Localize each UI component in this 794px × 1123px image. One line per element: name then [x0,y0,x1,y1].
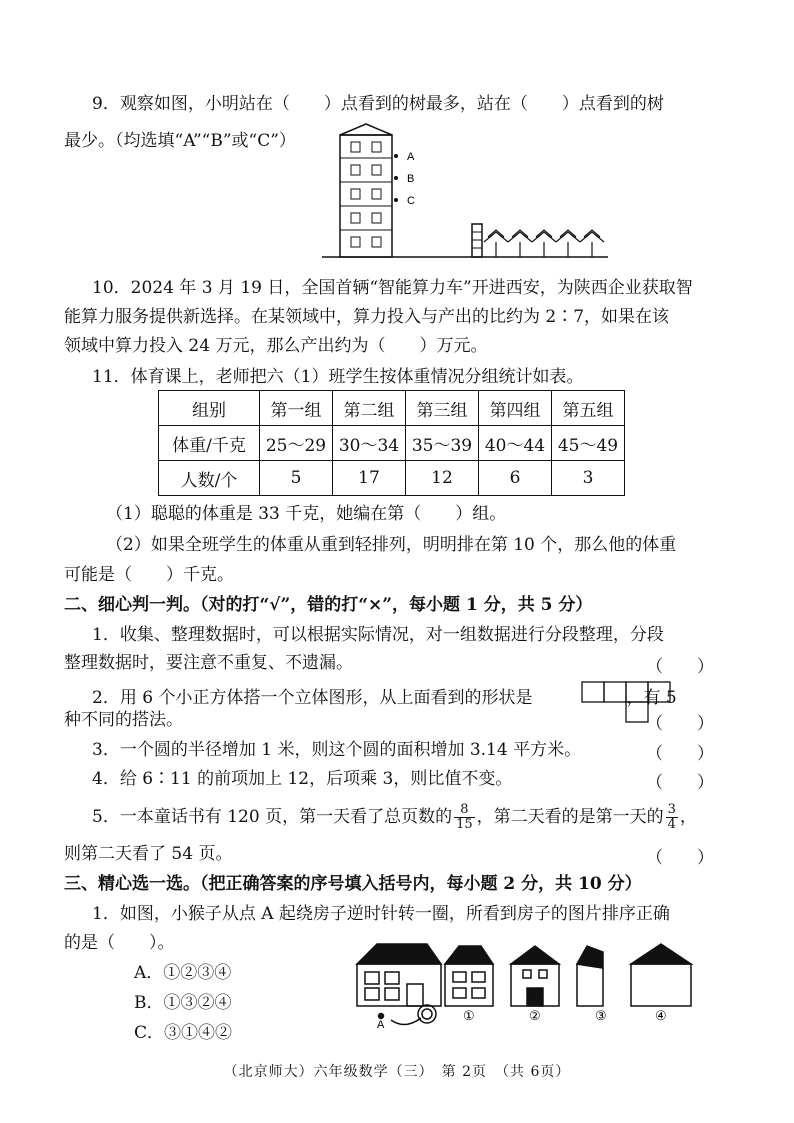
label-point-a: A [377,1019,385,1031]
q9-line1: 9．观察如图，小明站在（ ）点看到的树最多，站在（ ）点看到的树 [92,94,664,114]
table-cell: 17 [333,461,406,496]
house-views-figure [355,940,695,1032]
s3-q1-line2: 的是（ ）。 [64,933,175,953]
s3-q1-line1: 1．如图，小猴子从点 A 起绕房子逆时针转一圈，所看到房子的图片排序正确 [92,904,670,924]
s2-q2-text-after: ，有 5 [626,688,677,708]
point-a-dot [394,154,398,158]
q11-sub2-line2: 可能是（ ）千克。 [64,565,234,585]
table-cell: 第一组 [260,391,333,426]
page-footer: （北京师大）六年级数学（三） 第 2页 （共 6页） [223,1064,571,1080]
label-view-4: ④ [655,1009,667,1024]
label-view-3: ③ [595,1009,607,1024]
table-cell: 45～49 [552,426,625,461]
point-b-dot [394,176,398,180]
q9-figure [320,120,610,260]
s2-q5-part2: ，第二天看的是第一天的 [476,807,664,827]
s2-q5-part1: 5．一本童话书有 120 页，第一天看了总页数的 [92,807,453,827]
fraction-numerator: 8 [454,803,475,818]
label-b: B [407,173,415,185]
s2-q1-line2: 整理数据时，要注意不重复、不遗漏。 [64,653,353,673]
table-row [159,391,625,426]
s2-q3: 3．一个圆的半径增加 1 米，则这个圆的面积增加 3.14 平方米。 [92,740,582,760]
s2-q2-line2: 种不同的搭法。 [64,710,183,730]
s2-q3-answer[interactable]: （ ） [646,744,714,764]
s2-q5-line2: 则第二天看了 54 页。 [64,844,233,864]
table-cell: 第五组 [552,391,625,426]
table-cell: 体重/千克 [159,426,260,461]
point-c-dot [394,198,398,202]
s2-q4: 4．给 6∶11 的前项加上 12，后项乘 3，则比值不变。 [92,769,513,789]
q9-line2: 最少。（均选填“A”“B”或“C”） [64,131,296,151]
s2-q5-part3: ， [679,807,697,827]
label-c: C [407,195,415,207]
table-cell: 第三组 [406,391,479,426]
table-cell: 第四组 [479,391,552,426]
table-cell: 25～29 [260,426,333,461]
section2-heading: 二、细心判一判。（对的打“√”，错的打“×”，每小题 1 分，共 5 分） [64,595,593,615]
label-view-1: ① [463,1009,475,1024]
weight-group-table [158,390,625,496]
s2-q5-line1 [92,802,697,832]
fraction-denominator: 4 [667,817,676,832]
s2-q1-line1: 1．收集、整理数据时，可以根据实际情况，对一组数据进行分段整理，分段 [92,625,664,645]
option-c[interactable]: C．③①④② [134,1023,233,1043]
q10-line1: 10．2024 年 3 月 19 日，全国首辆“智能算力车”开进西安，为陕西企业获取智 [92,278,693,298]
q11-sub2-line1: （2）如果全班学生的体重从重到轻排列，明明排在第 10 个，那么他的体重 [106,535,677,555]
fraction-numerator: 3 [667,802,676,817]
table-cell: 3 [552,461,625,496]
table-cell: 第二组 [333,391,406,426]
fraction-8-15 [454,803,475,832]
table-cell: 5 [260,461,333,496]
s2-q1-answer[interactable]: （ ） [646,657,714,677]
q11-sub1: （1）聪聪的体重是 33 千克，她编在第（ ）组。 [106,504,507,524]
table-row [159,426,625,461]
table-cell: 人数/个 [159,461,260,496]
table-cell: 12 [406,461,479,496]
table-cell: 40～44 [479,426,552,461]
s2-q5-answer[interactable]: （ ） [646,848,714,868]
s2-q2-text-before: 2．用 6 个小正方体搭一个立体图形，从上面看到的形状是 [92,688,533,708]
fraction-3-4 [666,803,678,832]
fraction-denominator: 15 [456,817,473,832]
table-cell: 组别 [159,391,260,426]
section3-heading: 三、精心选一选。（把正确答案的序号填入括号内，每小题 2 分，共 10 分） [64,874,642,894]
table-cell: 30～34 [333,426,406,461]
table-cell: 35～39 [406,426,479,461]
table-row [159,461,625,496]
q11-intro: 11．体育课上，老师把六（1）班学生按体重情况分组统计如表。 [92,367,584,387]
table-cell: 6 [479,461,552,496]
q10-line3: 领域中算力投入 24 万元，那么产出约为（ ）万元。 [64,336,488,356]
q10-line2: 能算力服务提供新选择。在某领域中，算力投入与产出的比约为 2∶7，如果在该 [64,307,670,327]
s2-q4-answer[interactable]: （ ） [646,773,714,793]
option-b[interactable]: B．①③②④ [134,993,232,1013]
label-a: A [407,151,415,163]
option-a[interactable]: A．①②③④ [134,963,232,983]
s2-q2-answer[interactable]: （ ） [646,714,714,734]
label-view-2: ② [529,1009,541,1024]
